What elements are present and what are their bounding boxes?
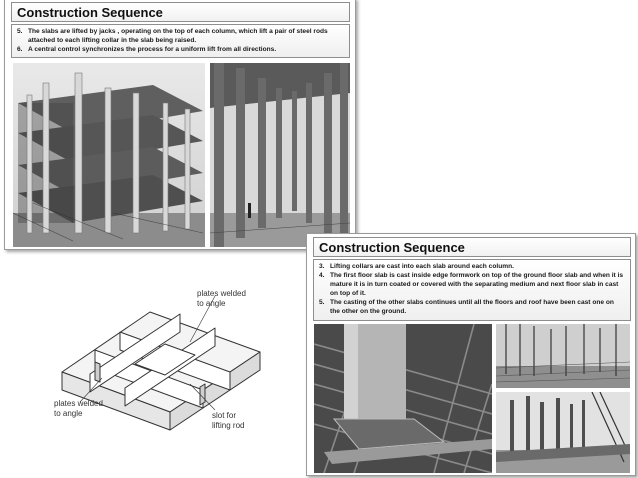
- step-text: The casting of the other slabs continues until all the floors and roof have been cast one on the other on the ground.: [330, 299, 614, 315]
- step-number: 5.: [319, 299, 325, 306]
- slide-bottom: [306, 233, 636, 476]
- step-number: 3.: [319, 263, 325, 270]
- photo-site-columns: [496, 392, 630, 473]
- slide-bottom-title: Construction Sequence: [313, 237, 631, 257]
- diagram-label-top-line2: to angle: [197, 299, 226, 308]
- photo-column-collar: [314, 324, 492, 473]
- diagram-label-slot-line1: slot for: [212, 411, 237, 420]
- step-text: The slabs are lifted by jacks , operating on the top of each column, which lift a pair of steel rods attached to each lifting collar in the slab being raised.: [28, 28, 328, 44]
- diagram-label-left-line2: to angle: [54, 409, 83, 418]
- step-text: A central control synchronizes the process for a uniform lift from all directions.: [28, 46, 277, 53]
- list-item: [319, 262, 625, 271]
- slide-bottom-steps: [313, 259, 631, 321]
- slide-top-title: Construction Sequence: [11, 2, 350, 22]
- diagram-label-left-line1: plates welded: [54, 399, 103, 408]
- step-number: 5.: [17, 28, 23, 35]
- lifting-collar-diagram: [40, 282, 285, 442]
- step-text: The first floor slab is cast inside edge formwork on top of the ground floor slab and when it is mature it is in turn coated or covered with the separating medium and next floor slab in cast on top of it.: [330, 272, 624, 297]
- slide-top-steps: [11, 24, 350, 58]
- list-item: [319, 271, 625, 298]
- list-item: [17, 45, 344, 54]
- diagram-label-top-line1: plates welded: [197, 289, 246, 298]
- list-item: [319, 298, 625, 316]
- diagram-label-slot-line2: lifting rod: [212, 421, 245, 430]
- step-number: 6.: [17, 46, 23, 53]
- photo-lift-slab-building: [13, 63, 205, 247]
- photo-rebar-cages: [496, 324, 630, 388]
- photo-columns: [210, 63, 350, 247]
- step-text: Lifting collars are cast into each slab around each column.: [330, 263, 514, 270]
- slide-top: [4, 0, 356, 250]
- list-item: [17, 27, 344, 45]
- step-number: 4.: [319, 272, 325, 279]
